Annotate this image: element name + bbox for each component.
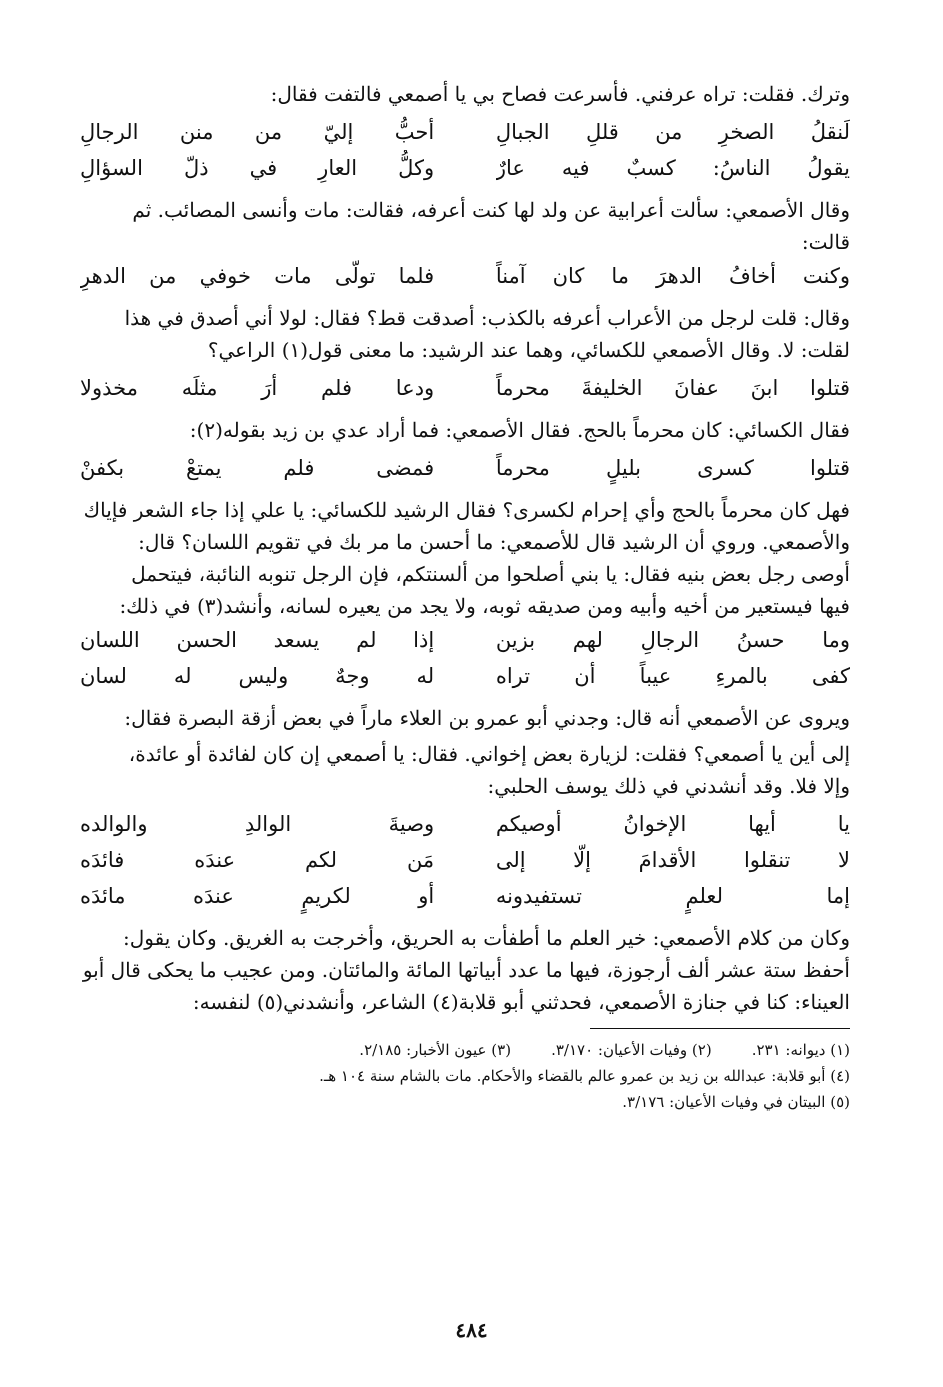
prose-line: فهل كان محرماً بالحج وأي إحرام لكسرى؟ فقال الرشيد للكسائي: يا علي إذا جاء الشعر فإياك	[83, 498, 850, 522]
verse-line	[80, 806, 850, 842]
prose-line: أوصى رجل بعض بنيه فقال: يا بني أصلحوا من ألسنتكم، فإن الرجل تنوبه النائبة، فيتحمل	[131, 562, 850, 586]
page-number: ٤٨٤	[455, 1318, 488, 1342]
verse-hemistich: أو لكريمٍ عندَه مائدَه	[80, 884, 435, 908]
verse-line	[80, 150, 850, 186]
footnote: (١) ديوانه: ٢٣١.	[751, 1041, 850, 1059]
verse-line	[80, 622, 850, 658]
prose-line: قالت:	[801, 230, 850, 254]
footnote: (٢) وفيات الأعيان: ٣/١٧٠.	[551, 1041, 712, 1059]
verse-hemistich: وكلُّ العارِ في ذلّ السؤالِ	[80, 156, 435, 180]
verse-hemistich: يا أيها الإخوانُ أوصيكم	[495, 812, 850, 836]
prose-line: والأصمعي. وروي أن الرشيد قال للأصمعي: ما أحسن ما مر بك في تقويم اللسان؟ قال:	[138, 530, 850, 554]
verse-line	[80, 258, 850, 294]
prose-line: فيها فيستعير من أخيه وأبيه ومن صديقه ثوبه، ولا يجد من يعيره لسانه، وأنشد(٣) في ذلك:	[119, 594, 850, 618]
footnote: (٤) أبو قلابة: عبدالله بن زيد بن عمرو عالم بالقضاء والأحكام. مات بالشام سنة ١٠٤ هـ.	[319, 1067, 850, 1085]
verse-hemistich: فلما تولّى مات خوفي من الدهرِ	[80, 264, 435, 288]
verse-hemistich: له وجهٌ وليس له لسان	[80, 664, 435, 688]
prose-line: ويروى عن الأصمعي أنه قال: وجدني أبو عمرو بن العلاء ماراً في بعض أزقة البصرة فقال:	[124, 706, 850, 730]
verse-hemistich: إما لعلمٍ تستفيدونه	[495, 884, 850, 908]
verse-line	[80, 114, 850, 150]
verse-line	[80, 842, 850, 878]
prose-line: العيناء: كنا في جنازة الأصمعي، فحدثني أبو قلابة(٤) الشاعر، وأنشدني(٥) لنفسه:	[192, 990, 850, 1014]
verse-hemistich: وما حسنُ الرجالِ لهم بزين	[495, 628, 850, 652]
prose-line: فقال الكسائي: كان محرماً بالحج. فقال الأصمعي: فما أراد عدي بن زيد بقوله(٢):	[189, 418, 850, 442]
verse-hemistich: فمضى فلم يمتعْ بكفنْ	[80, 456, 435, 480]
verse-hemistich: كفى بالمرءِ عيباً أن تراه	[495, 664, 850, 688]
prose-line: أحفظ ستة عشر ألف أرجوزة، فيها ما عدد أبياتها المائة والمائتان. ومن عجيب ما يحكى قال أبو	[82, 958, 850, 982]
footnote-separator-wrap	[80, 1018, 850, 1037]
verse-line	[80, 450, 850, 486]
verse-hemistich: وكنت أخافُ الدهرَ ما كان آمناً	[495, 264, 850, 288]
verse-hemistich: إذا لم يسعد الحسن اللسان	[80, 628, 435, 652]
footnote-separator	[590, 1028, 850, 1029]
prose-line: لقلت: لا. وقال الأصمعي للكسائي، وهما عند الرشيد: ما معنى قول(١) الراعي؟	[207, 338, 850, 362]
verse-hemistich: يقولُ الناسُ: كسبٌ فيه عارٌ	[495, 156, 850, 180]
verse-hemistich: أحبُّ إليّ من منن الرجالِ	[80, 120, 435, 144]
prose-line: وإلا فلا. وقد أنشدني في ذلك يوسف الحلبي:	[487, 774, 850, 798]
verse-line	[80, 658, 850, 694]
verse-hemistich: ودعا فلم أرَ مثلَه مخذولا	[80, 376, 435, 400]
verse-hemistich: لا تنقلوا الأقدامَ إلّا إلى	[495, 848, 850, 872]
prose-line: وكان من كلام الأصمعي: خير العلم ما أطفأت به الحريق، وأخرجت به الغريق. وكان يقول:	[123, 926, 850, 950]
verse-line	[80, 878, 850, 914]
verse-line	[80, 370, 850, 406]
verse-hemistich: لَنقلُ الصخرِ من قللِ الجبالِ	[495, 120, 850, 144]
verse-hemistich: مَن لكم عندَه فائدَه	[80, 848, 435, 872]
prose-line: وقال الأصمعي: سألت أعرابية عن ولد لها كنت أعرفه، فقالت: مات وأنسى المصائب. ثم	[132, 198, 850, 222]
prose-line: وترك. فقلت: تراه عرفني. فأسرعت فصاح بي يا أصمعي فالتفت فقال:	[270, 82, 850, 106]
prose-line: إلى أين يا أصمعي؟ فقلت: لزيارة بعض إخواني. فقال: يا أصمعي إن كان لفائدة أو عائدة،	[128, 742, 850, 766]
verse-hemistich: قتلوا كسرى بليلٍ محرماً	[495, 456, 850, 480]
footnote: (٣) عيون الأخبار: ٢/١٨٥.	[359, 1041, 512, 1059]
verse-hemistich: قتلوا ابنَ عفانَ الخليفةَ محرماً	[495, 376, 850, 400]
page-body	[80, 78, 850, 1368]
footnote: (٥) البيتان في وفيات الأعيان: ٣/١٧٦.	[622, 1093, 850, 1111]
verse-hemistich: وصيةَ الوالدِ والوالده	[80, 812, 435, 836]
prose-line: وقال: قلت لرجل من الأعراب أعرفه بالكذب: أصدقت قط؟ فقال: لولا أني أصدق في هذا	[124, 306, 850, 330]
footnote-row	[80, 1037, 850, 1063]
